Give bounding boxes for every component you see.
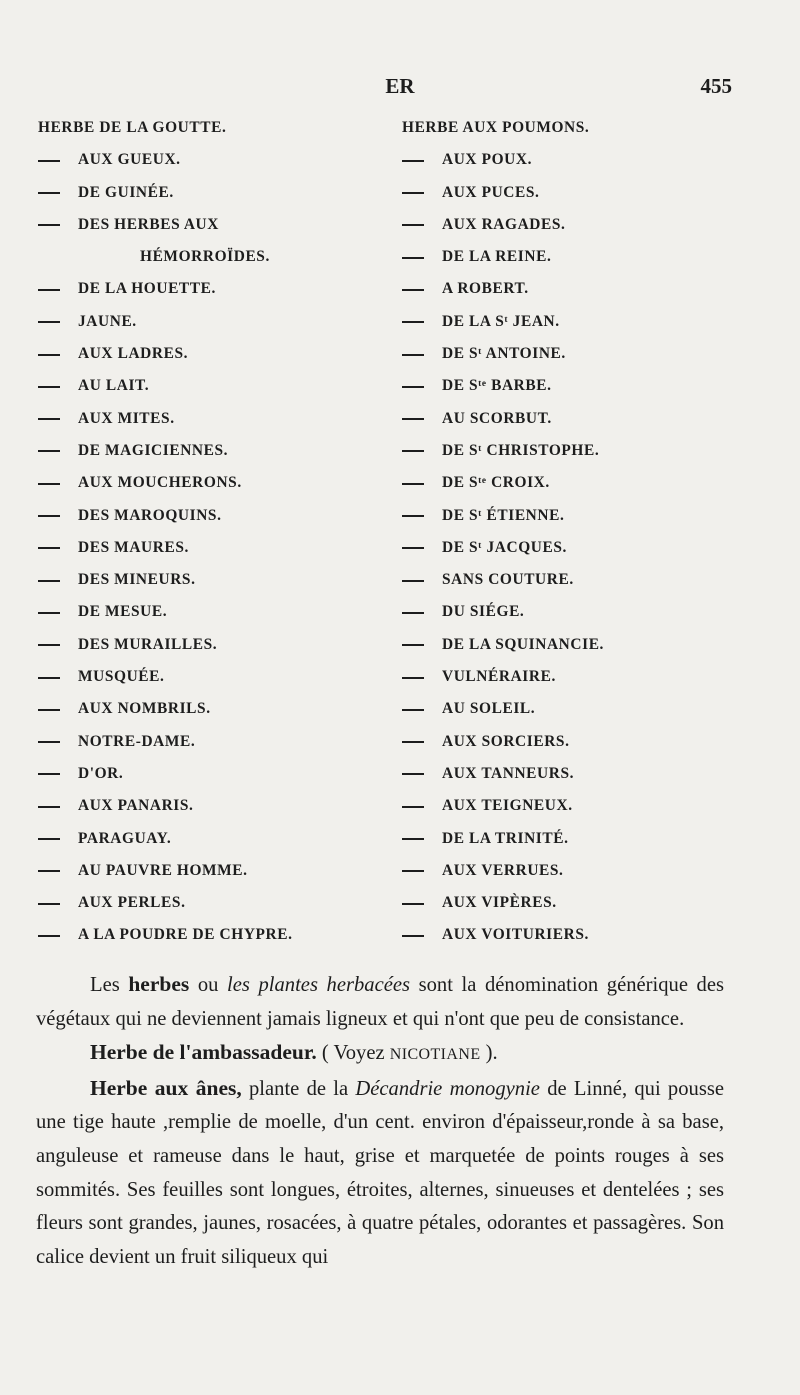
entry-text: DE GUINÉE. bbox=[78, 183, 174, 201]
index-entry bbox=[402, 341, 722, 373]
entry-text: D'OR. bbox=[78, 764, 124, 782]
entry-text: AUX MITES. bbox=[78, 409, 175, 427]
index-entry bbox=[38, 406, 398, 438]
ditto-dash bbox=[38, 773, 60, 775]
ditto-dash bbox=[402, 289, 424, 291]
ditto-dash bbox=[402, 741, 424, 743]
ditto-dash bbox=[38, 903, 60, 905]
entry-text: AUX MOUCHERONS. bbox=[78, 474, 242, 492]
ditto-dash bbox=[38, 224, 60, 226]
ditto-dash bbox=[38, 354, 60, 356]
ditto-dash bbox=[38, 321, 60, 323]
entry-text: HÉMORROÏDES. bbox=[140, 248, 270, 266]
ditto-dash bbox=[38, 741, 60, 743]
left-column bbox=[38, 115, 398, 955]
text-run: de Linné, qui pousse une tige haute ,remplie de moelle, d'un cent. environ d'épaisseur,ronde à sa base, anguleuse et rameuse dans le haut, grise et marquetée de points rouges à ses sommités. Ses feuilles sont longues, étroites, alternes, sinueuses et dentelées ; ses fleurs sont grandes, jaunes, rosacées, à quatre pétales, odorantes et passagères. Son calice devient un fruit siliqueux qui bbox=[36, 1077, 724, 1268]
entry-text: DES MAURES. bbox=[78, 538, 189, 556]
ditto-dash bbox=[402, 192, 424, 194]
page-number: 455 bbox=[700, 74, 732, 98]
ditto-dash bbox=[38, 709, 60, 711]
index-entry bbox=[402, 373, 722, 405]
italic-run: les plantes herbacées bbox=[227, 974, 411, 996]
entry-text: DU SIÉGE. bbox=[442, 603, 525, 621]
entry-text: AUX GUEUX. bbox=[78, 151, 181, 169]
index-entry bbox=[402, 503, 722, 535]
text-run: plante de la bbox=[241, 1077, 356, 1100]
index-entry bbox=[38, 180, 398, 212]
index-entry bbox=[402, 922, 722, 954]
index-entry bbox=[402, 276, 722, 308]
index-entry bbox=[38, 793, 398, 825]
running-head: ER bbox=[385, 74, 415, 98]
ditto-dash bbox=[38, 160, 60, 162]
paragraph-anes bbox=[36, 1072, 724, 1275]
entry-text: SANS COUTURE. bbox=[442, 571, 574, 589]
entry-text: AUX PUCES. bbox=[442, 183, 540, 201]
entry-text: AUX PANARIS. bbox=[78, 797, 194, 815]
ditto-dash bbox=[402, 677, 424, 679]
entry-text: DES MINEURS. bbox=[78, 571, 196, 589]
entry-text: DES HERBES AUX bbox=[78, 215, 219, 233]
index-entry bbox=[402, 826, 722, 858]
text-run: Les bbox=[90, 974, 129, 996]
index-entry bbox=[38, 309, 398, 341]
index-entry bbox=[38, 567, 398, 599]
index-entry bbox=[402, 761, 722, 793]
ditto-dash bbox=[38, 806, 60, 808]
ditto-dash bbox=[402, 450, 424, 452]
index-entry bbox=[402, 632, 722, 664]
ditto-dash bbox=[38, 289, 60, 291]
ditto-dash bbox=[38, 838, 60, 840]
entry-text: PARAGUAY. bbox=[78, 829, 172, 847]
index-entry bbox=[38, 244, 398, 276]
index-entry bbox=[38, 147, 398, 179]
right-column bbox=[402, 115, 722, 955]
headword: Herbe aux ânes, bbox=[90, 1075, 242, 1100]
entry-text: DE Sᵗ ANTOINE. bbox=[442, 345, 566, 363]
entry-text: DE LA SQUINANCIE. bbox=[442, 635, 605, 653]
ditto-dash bbox=[402, 870, 424, 872]
index-entry bbox=[38, 276, 398, 308]
entry-text: VULNÉRAIRE. bbox=[442, 668, 556, 686]
index-entry bbox=[402, 890, 722, 922]
index-entry bbox=[38, 373, 398, 405]
entry-text: NOTRE-DAME. bbox=[78, 732, 196, 750]
entry-text: AUX VOITURIERS. bbox=[442, 926, 589, 944]
entry-text: A LA POUDRE DE CHYPRE. bbox=[78, 926, 293, 944]
index-entry bbox=[402, 858, 722, 890]
entry-text: AUX PERLES. bbox=[78, 894, 186, 912]
ditto-dash bbox=[402, 321, 424, 323]
ditto-dash bbox=[38, 547, 60, 549]
index-entry bbox=[38, 503, 398, 535]
ditto-dash bbox=[38, 644, 60, 646]
index-entry bbox=[38, 632, 398, 664]
ditto-dash bbox=[402, 386, 424, 388]
ditto-dash bbox=[402, 935, 424, 937]
ditto-dash bbox=[38, 418, 60, 420]
ditto-dash bbox=[402, 160, 424, 162]
index-entry bbox=[402, 115, 722, 147]
entry-text: DE MESUE. bbox=[78, 603, 168, 621]
ditto-dash bbox=[38, 677, 60, 679]
ditto-dash bbox=[402, 838, 424, 840]
index-entry bbox=[402, 438, 722, 470]
index-entry bbox=[402, 696, 722, 728]
entry-text: AUX SORCIERS. bbox=[442, 732, 570, 750]
entry-text: A ROBERT. bbox=[442, 280, 529, 298]
headword: herbes bbox=[128, 972, 190, 996]
index-entry bbox=[38, 535, 398, 567]
entry-text: DE Sᵗ ÉTIENNE. bbox=[442, 506, 565, 524]
entry-text: DE LA HOUETTE. bbox=[78, 280, 216, 298]
entry-text: AU SOLEIL. bbox=[442, 700, 536, 718]
entry-text: AUX VERRUES. bbox=[442, 861, 564, 879]
entry-text: AUX TANNEURS. bbox=[442, 764, 575, 782]
ditto-dash bbox=[402, 257, 424, 259]
italic-run: Décandrie monogynie bbox=[355, 1077, 540, 1100]
ditto-dash bbox=[402, 612, 424, 614]
entry-text: AUX VIPÈRES. bbox=[442, 894, 557, 912]
paragraph-herbes bbox=[36, 968, 724, 1036]
index-entry bbox=[38, 890, 398, 922]
entry-text: DE LA TRINITÉ. bbox=[442, 829, 569, 847]
index-entry bbox=[38, 341, 398, 373]
paragraph-ambassadeur bbox=[36, 1036, 724, 1072]
ditto-dash bbox=[402, 354, 424, 356]
index-entry bbox=[402, 567, 722, 599]
text-run: ( Voyez bbox=[316, 1042, 390, 1065]
ditto-dash bbox=[402, 483, 424, 485]
index-entry bbox=[38, 826, 398, 858]
index-entry bbox=[38, 664, 398, 696]
index-entry bbox=[38, 212, 398, 244]
entry-text: DE Sᵗ JACQUES. bbox=[442, 538, 567, 556]
entry-text: HERBE AUX POUMONS. bbox=[402, 119, 590, 136]
entry-text: DE Sᵗ CHRISTOPHE. bbox=[442, 441, 600, 459]
ditto-dash bbox=[38, 870, 60, 872]
ditto-dash bbox=[402, 773, 424, 775]
ditto-dash bbox=[38, 386, 60, 388]
index-entry bbox=[402, 793, 722, 825]
entry-text: AUX RAGADES. bbox=[442, 215, 566, 233]
entry-text: DE LA Sᵗ JEAN. bbox=[442, 312, 560, 330]
index-entry bbox=[402, 180, 722, 212]
entry-text: DE Sᵗᵉ BARBE. bbox=[442, 377, 552, 395]
entry-text: DES MURAILLES. bbox=[78, 635, 218, 653]
index-entry bbox=[38, 858, 398, 890]
ditto-dash bbox=[402, 547, 424, 549]
text-run: sont la dénomination générique des végétaux qui ne deviennent jamais ligneux et qui n'ont que peu de consistance. bbox=[36, 974, 725, 1030]
ditto-dash bbox=[402, 418, 424, 420]
entry-text: DE LA REINE. bbox=[442, 248, 552, 266]
index-entry bbox=[402, 212, 722, 244]
index-entry bbox=[38, 438, 398, 470]
entry-text: AU LAIT. bbox=[78, 377, 150, 395]
entry-text: DE Sᵗᵉ CROIX. bbox=[442, 474, 550, 492]
entry-text: AU SCORBUT. bbox=[442, 409, 552, 427]
index-entry bbox=[402, 244, 722, 276]
body-text bbox=[36, 968, 724, 1274]
index-entry bbox=[402, 147, 722, 179]
index-entry bbox=[38, 470, 398, 502]
entry-text: AUX TEIGNEUX. bbox=[442, 797, 573, 815]
ditto-dash bbox=[38, 612, 60, 614]
index-entry bbox=[38, 599, 398, 631]
entry-text: AUX POUX. bbox=[442, 151, 533, 169]
index-entry bbox=[402, 729, 722, 761]
entry-text: JAUNE. bbox=[78, 312, 137, 330]
index-entry bbox=[402, 599, 722, 631]
ditto-dash bbox=[38, 450, 60, 452]
headword: Herbe de l'ambassadeur. bbox=[90, 1040, 317, 1065]
index-entry bbox=[38, 696, 398, 728]
ditto-dash bbox=[402, 224, 424, 226]
entry-text: DE MAGICIENNES. bbox=[78, 441, 229, 459]
entry-text: HERBE DE LA GOUTTE. bbox=[38, 119, 227, 136]
entry-text: AUX LADRES. bbox=[78, 345, 189, 363]
entry-text: AUX NOMBRILS. bbox=[78, 700, 211, 718]
cross-reference: NICOTIANE bbox=[389, 1046, 481, 1064]
ditto-dash bbox=[402, 806, 424, 808]
ditto-dash bbox=[402, 709, 424, 711]
index-entry bbox=[402, 470, 722, 502]
entry-text: MUSQUÉE. bbox=[78, 668, 165, 686]
ditto-dash bbox=[38, 192, 60, 194]
ditto-dash bbox=[38, 935, 60, 937]
text-run: ou bbox=[189, 974, 228, 996]
index-entry bbox=[38, 922, 398, 954]
index-entry bbox=[402, 309, 722, 341]
index-entry bbox=[38, 761, 398, 793]
entry-text: DES MAROQUINS. bbox=[78, 506, 222, 524]
index-entry bbox=[402, 664, 722, 696]
ditto-dash bbox=[38, 483, 60, 485]
ditto-dash bbox=[402, 580, 424, 582]
text-run: ). bbox=[480, 1042, 498, 1065]
index-entry bbox=[402, 535, 722, 567]
ditto-dash bbox=[402, 515, 424, 517]
ditto-dash bbox=[402, 903, 424, 905]
entry-text: AU PAUVRE HOMME. bbox=[78, 861, 248, 879]
index-entry bbox=[38, 729, 398, 761]
index-entry bbox=[38, 115, 398, 147]
index-entry bbox=[402, 406, 722, 438]
ditto-dash bbox=[38, 515, 60, 517]
ditto-dash bbox=[38, 580, 60, 582]
ditto-dash bbox=[402, 644, 424, 646]
